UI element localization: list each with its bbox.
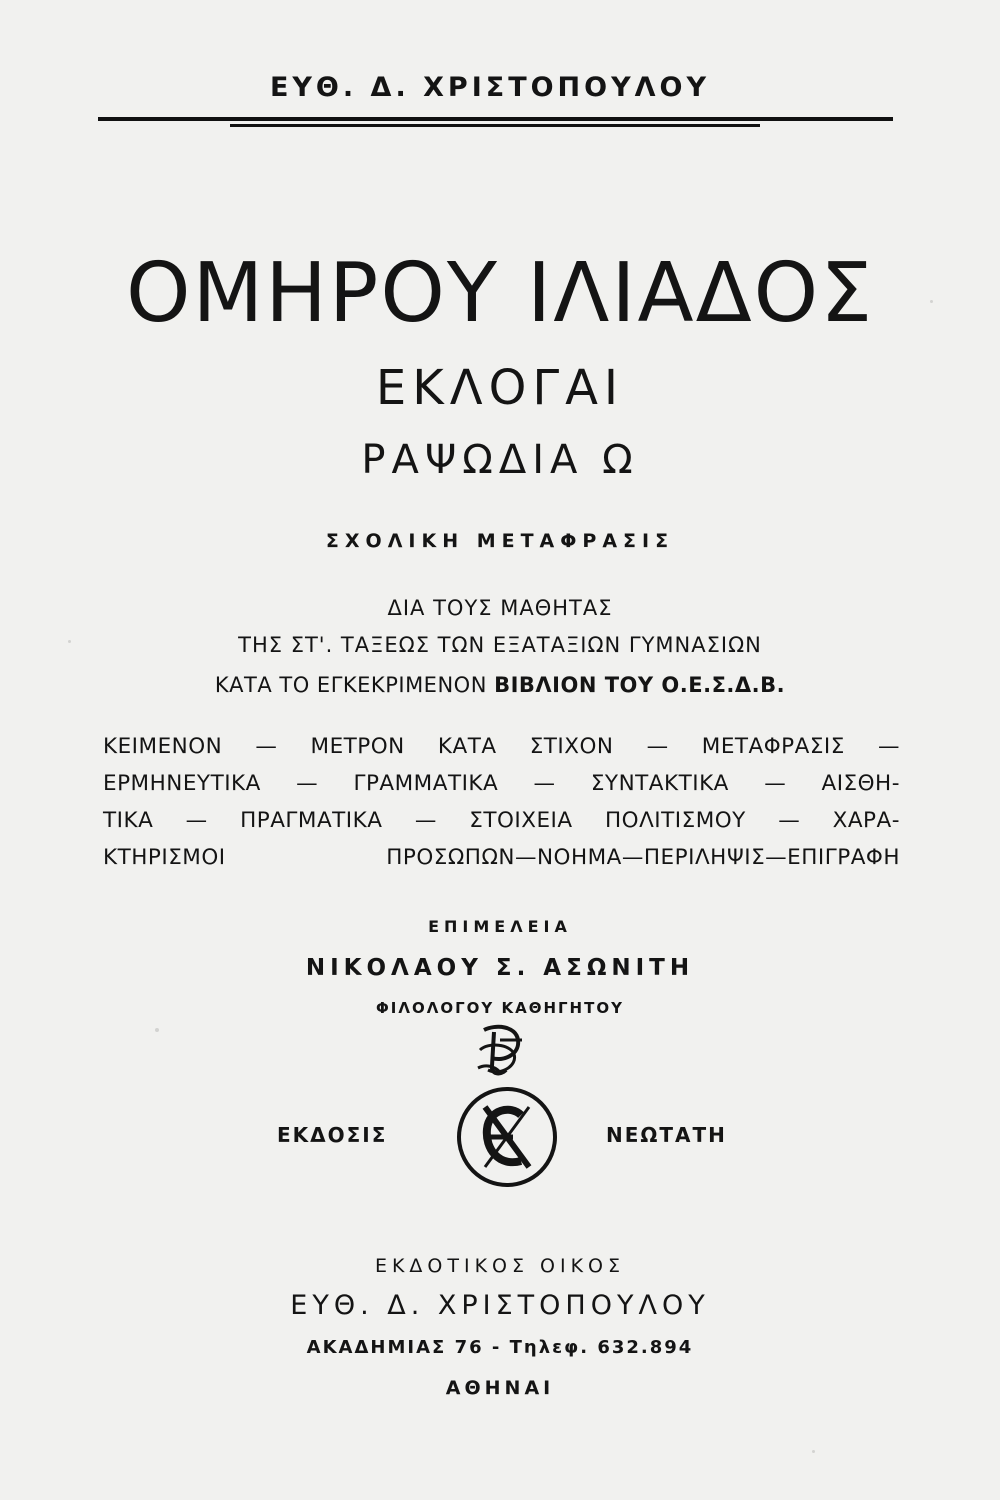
- rhapsody-label: ΡΑΨΩΔΙΑ Ω: [361, 437, 639, 483]
- book-subtitle: ΕΚΛΟΓΑΙ: [375, 360, 625, 416]
- audience-line-3-book: ΒΙΒΛΙΟΝ ΤΟΥ Ο.Ε.Σ.Δ.Β.: [494, 673, 786, 697]
- contents-line: ΤΙΚΑ — ΠΡΑΓΜΑΤΙΚΑ — ΣΤΟΙΧΕΙΑ ΠΟΛΙΤΙΣΜΟΥ — ΧΑΡΑ-: [103, 808, 900, 833]
- audience-line-3: [0, 673, 1000, 697]
- paper-speck: [812, 1450, 815, 1453]
- header-author: ΕΥΘ. Δ. ΧΡΙΣΤΟΠΟΥΛΟΥ: [269, 72, 711, 103]
- publisher-monogram-icon: [470, 1020, 532, 1082]
- edition-label: ΕΚΔΟΣΙΣ: [277, 1123, 388, 1147]
- publisher-city: ΑΘΗΝΑΙ: [445, 1377, 555, 1399]
- editor-name: ΝΙΚΟΛΑΟΥ Σ. ΑΣΩΝΙΤΗ: [305, 955, 695, 981]
- publisher-address: ΑΚΑΔΗΜΙΑΣ 76 - Τηλεφ. 632.894: [306, 1337, 694, 1358]
- publisher-house: ΕΚΔΟΤΙΚΟΣ ΟΙΚΟΣ: [374, 1255, 626, 1277]
- editor-label: ΕΠΙΜΕΛΕΙΑ: [428, 917, 572, 936]
- contents-line: ΕΡΜΗΝΕΥΤΙΚΑ — ΓΡΑΜΜΑΤΙΚΑ — ΣΥΝΤΑΚΤΙΚΑ — ΑΙΣΘΗ-: [103, 771, 900, 796]
- paper-speck: [155, 1028, 159, 1032]
- header-rule-bottom: [230, 124, 760, 127]
- translation-label: ΣΧΟΛΙΚΗ ΜΕΤΑΦΡΑΣΙΣ: [325, 530, 675, 552]
- editor-title: ΦΙΛΟΛΟΓΟΥ ΚΑΘΗΓΗΤΟΥ: [376, 999, 624, 1017]
- contents-list: [103, 728, 900, 876]
- book-title: ΟΜΗΡΟΥ ΙΛΙΑΔΟΣ: [125, 246, 875, 341]
- contents-line: ΚΕΙΜΕΝΟΝ — ΜΕΤΡΟΝ ΚΑΤΑ ΣΤΙΧΟΝ — ΜΕΤΑΦΡΑΣΙΣ —: [103, 734, 900, 759]
- publisher-emblem-icon: [455, 1085, 559, 1189]
- header-rule-top: [98, 117, 893, 121]
- audience-line-3-prefix: ΚΑΤΑ ΤΟ ΕΓΚΕΚΡΙΜΕΝΟΝ: [214, 673, 487, 697]
- publisher-name: ΕΥΘ. Δ. ΧΡΙΣΤΟΠΟΥΛΟΥ: [290, 1290, 710, 1321]
- contents-line: ΚΤΗΡΙΣΜΟΙ ΠΡΟΣΩΠΩΝ—ΝΟΗΜΑ—ΠΕΡΙΛΗΨΙΣ—ΕΠΙΓΡΑΦΗ: [103, 845, 900, 870]
- edition-status: ΝΕΩΤΑΤΗ: [606, 1123, 727, 1147]
- audience-line-1: ΔΙΑ ΤΟΥΣ ΜΑΘΗΤΑΣ: [387, 596, 613, 620]
- audience-line-2: ΤΗΣ ΣΤ'. ΤΑΞΕΩΣ ΤΩΝ ΕΞΑΤΑΞΙΩΝ ΓΥΜΝΑΣΙΩΝ: [238, 633, 762, 657]
